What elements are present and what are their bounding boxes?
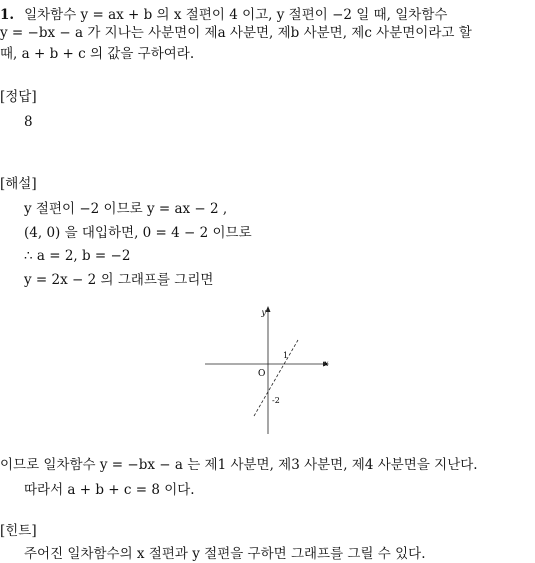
y-axis-arrow bbox=[266, 306, 271, 312]
y-axis-label: y bbox=[261, 308, 266, 317]
x-axis-label: x bbox=[324, 359, 329, 368]
solution-step-3: ∴ a = 2, b = −2 bbox=[24, 248, 131, 264]
answer-label: [정답] bbox=[0, 89, 37, 105]
solution-conclusion-2: 따라서 a + b + c = 8 이다. bbox=[24, 482, 195, 498]
problem-line-2: y = −bx − a 가 지나는 사분면이 제a 사분면, 제b 사분면, 제c 사분면이라고 할 bbox=[0, 25, 472, 41]
answer-value: 8 bbox=[24, 114, 33, 130]
linear-function-graph bbox=[200, 302, 340, 437]
y-intercept-label: -2 bbox=[272, 396, 280, 405]
problem-text-1: 일차함수 y = ax + b 의 x 절편이 4 이고, y 절편이 −2 일 때, 일차함수 bbox=[24, 7, 448, 23]
hint-label: [힌트] bbox=[0, 523, 37, 539]
problem-number: 1. bbox=[0, 7, 15, 23]
solution-conclusion-1: 이므로 일차함수 y = −bx − a 는 제1 사분면, 제3 사분면, 제4 사분면을 지난다. bbox=[0, 457, 478, 473]
hint-text: 주어진 일차함수의 x 절편과 y 절편을 구하면 그래프를 그릴 수 있다. bbox=[24, 546, 426, 562]
solution-step-2: (4, 0) 을 대입하면, 0 = 4 − 2 이므로 bbox=[24, 225, 252, 241]
problem-line-3: 때, a + b + c 의 값을 구하여라. bbox=[0, 46, 195, 62]
origin-label: O bbox=[258, 369, 266, 379]
x-intercept-label: 1 bbox=[283, 351, 289, 360]
solution-step-1: y 절편이 −2 이므로 y = ax − 2 , bbox=[24, 201, 228, 217]
problem-line-1 bbox=[0, 6, 447, 24]
solution-label: [해설] bbox=[0, 176, 37, 192]
solution-step-4: y = 2x − 2 의 그래프를 그리면 bbox=[24, 272, 214, 288]
